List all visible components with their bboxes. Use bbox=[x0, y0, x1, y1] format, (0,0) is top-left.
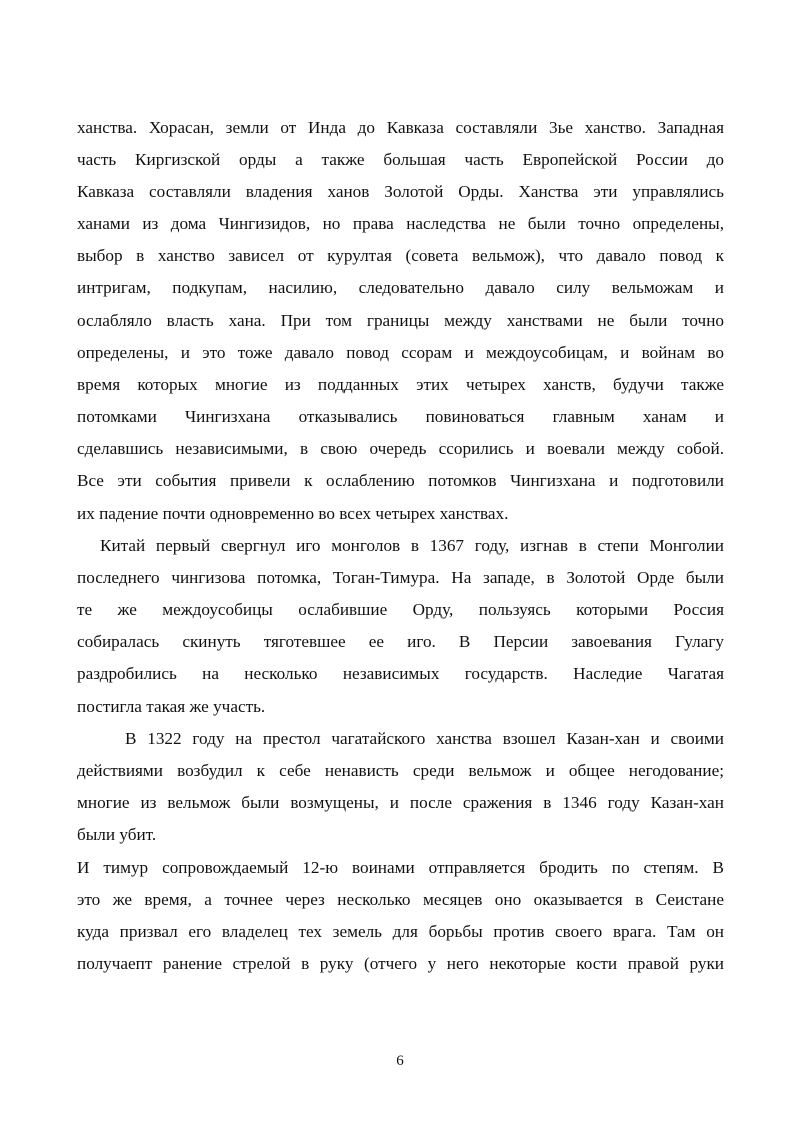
text-line: Китай первый свергнул иго монголов в 1367 году, изгнав в степи Монголии bbox=[100, 536, 724, 555]
text-line: выбор в ханство зависел от курултая (совета вельмож), что давало повод к bbox=[77, 246, 724, 265]
text-line: ослабляло власть хана. При том границы между ханствами не были точно bbox=[77, 311, 724, 330]
page-number: 6 bbox=[396, 1053, 404, 1069]
text-line: были убит. bbox=[77, 825, 157, 844]
text-line: последнего чингизова потомка, Тоган-Тимура. На западе, в Золотой Орде были bbox=[77, 568, 724, 587]
text-line: получаепт ранение стрелой в руку (отчего у него некоторые кости правой руки bbox=[77, 954, 724, 973]
text-line: интригам, подкупам, насилию, следовательно давало силу вельможам и bbox=[77, 278, 724, 297]
text-line: В 1322 году на престол чагатайского ханства взошел Казан-хан и своими bbox=[125, 729, 724, 748]
text-line: действиями возбудил к себе ненависть среди вельмож и общее негодование; bbox=[77, 761, 724, 780]
text-line: часть Киргизской орды а также большая часть Европейской России до bbox=[77, 150, 724, 169]
text-line: их падение почти одновременно во всех четырех ханствах. bbox=[77, 504, 509, 523]
text-line: ханами из дома Чингизидов, но права наследства не были точно определены, bbox=[77, 214, 724, 233]
text-line: ханства. Хорасан, земли от Инда до Кавказа составляли 3ье ханство. Западная bbox=[77, 118, 724, 137]
text-line: определены, и это тоже давало повод ссорам и междоусобицам, и войнам во bbox=[77, 343, 724, 362]
text-line: раздробились на несколько независимых государств. Наследие Чагатая bbox=[77, 664, 724, 683]
text-line: И тимур сопровождаемый 12-ю воинами отправляется бродить по степям. В bbox=[77, 858, 724, 877]
text-line: куда призвал его владелец тех земель для борьбы против своего врага. Там он bbox=[77, 922, 724, 941]
text-line: Кавказа составляли владения ханов Золотой Орды. Ханства эти управлялись bbox=[77, 182, 724, 201]
text-line: время которых многие из подданных этих четырех ханств, будучи также bbox=[77, 375, 724, 394]
text-line: собиралась скинуть тяготевшее ее иго. В Персии завоевания Гулагу bbox=[77, 632, 724, 651]
text-line: Все эти события привели к ослаблению потомков Чингизхана и подготовили bbox=[77, 471, 724, 490]
text-line: сделавшись независимыми, в свою очередь ссорились и воевали между собой. bbox=[77, 439, 724, 458]
text-line: многие из вельмож были возмущены, и после сражения в 1346 году Казан-хан bbox=[77, 793, 724, 812]
text-line: потомками Чингизхана отказывались повиноваться главным ханам и bbox=[77, 407, 724, 426]
text-line: постигла такая же участь. bbox=[77, 697, 266, 716]
text-line: это же время, а точнее через несколько месяцев оно оказывается в Сеистане bbox=[77, 890, 724, 909]
text-line: те же междоусобицы ослабившие Орду, пользуясь которыми Россия bbox=[77, 600, 724, 619]
